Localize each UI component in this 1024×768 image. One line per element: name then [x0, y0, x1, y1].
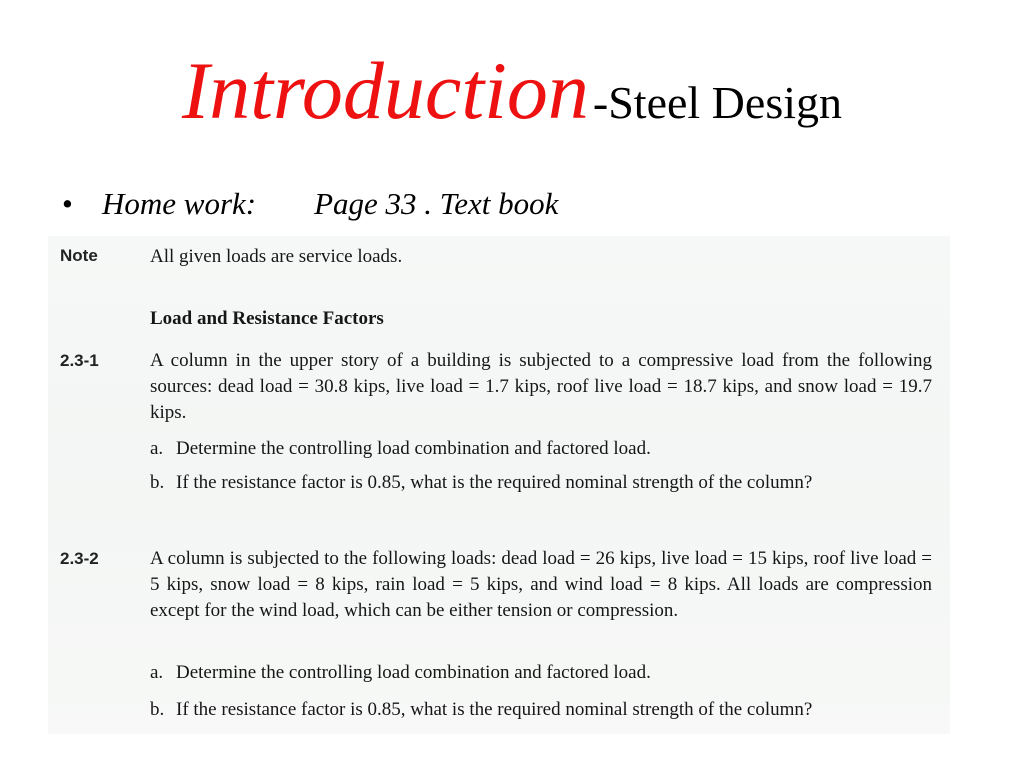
problem-part	[150, 660, 932, 686]
title-subtitle: -Steel Design	[592, 77, 843, 128]
note-label: Note	[60, 246, 98, 265]
part-letter: b.	[150, 699, 165, 720]
note-text: All given loads are service loads.	[150, 246, 403, 267]
part-letter: b.	[150, 472, 165, 493]
problem-part	[150, 470, 932, 496]
homework-label: Home work:	[102, 186, 257, 221]
problem-number: 2.3-1	[60, 351, 99, 370]
part-text: Determine the controlling load combination and factored load.	[176, 662, 651, 683]
part-text: Determine the controlling load combination and factored load.	[176, 438, 651, 459]
bullet-dot-icon: •	[62, 186, 73, 221]
part-letter: a.	[150, 662, 164, 683]
problem-text: A column is subjected to the following loads: dead load = 26 kips, live load = 15 kips, roof live load = 5 kips, snow load = 8 kips, rain load = 5 kips, and wind load = 8 kips. All loads are compression except for the wind load, which can be either tension or compression.	[150, 548, 932, 621]
problem-text: A column in the upper story of a building is subjected to a compressive load from the following sources: dead load = 30.8 kips, live load = 1.7 kips, roof live load = 18.7 kips, and snow load = 19.7 kips.	[150, 350, 932, 423]
problem-number: 2.3-2	[60, 549, 99, 568]
part-letter: a.	[150, 438, 164, 459]
part-text: If the resistance factor is 0.85, what is the required nominal strength of the column?	[176, 472, 813, 493]
part-text: If the resistance factor is 0.85, what is the required nominal strength of the column?	[176, 699, 813, 720]
textbook-excerpt	[48, 236, 950, 734]
homework-bullet	[62, 186, 558, 222]
slide-title	[0, 45, 1024, 136]
section-heading: Load and Resistance Factors	[150, 308, 384, 329]
title-main: Introduction	[181, 45, 589, 136]
problem-part	[150, 436, 932, 462]
homework-reference: Page 33 . Text book	[314, 186, 559, 221]
problem-part	[150, 697, 932, 723]
